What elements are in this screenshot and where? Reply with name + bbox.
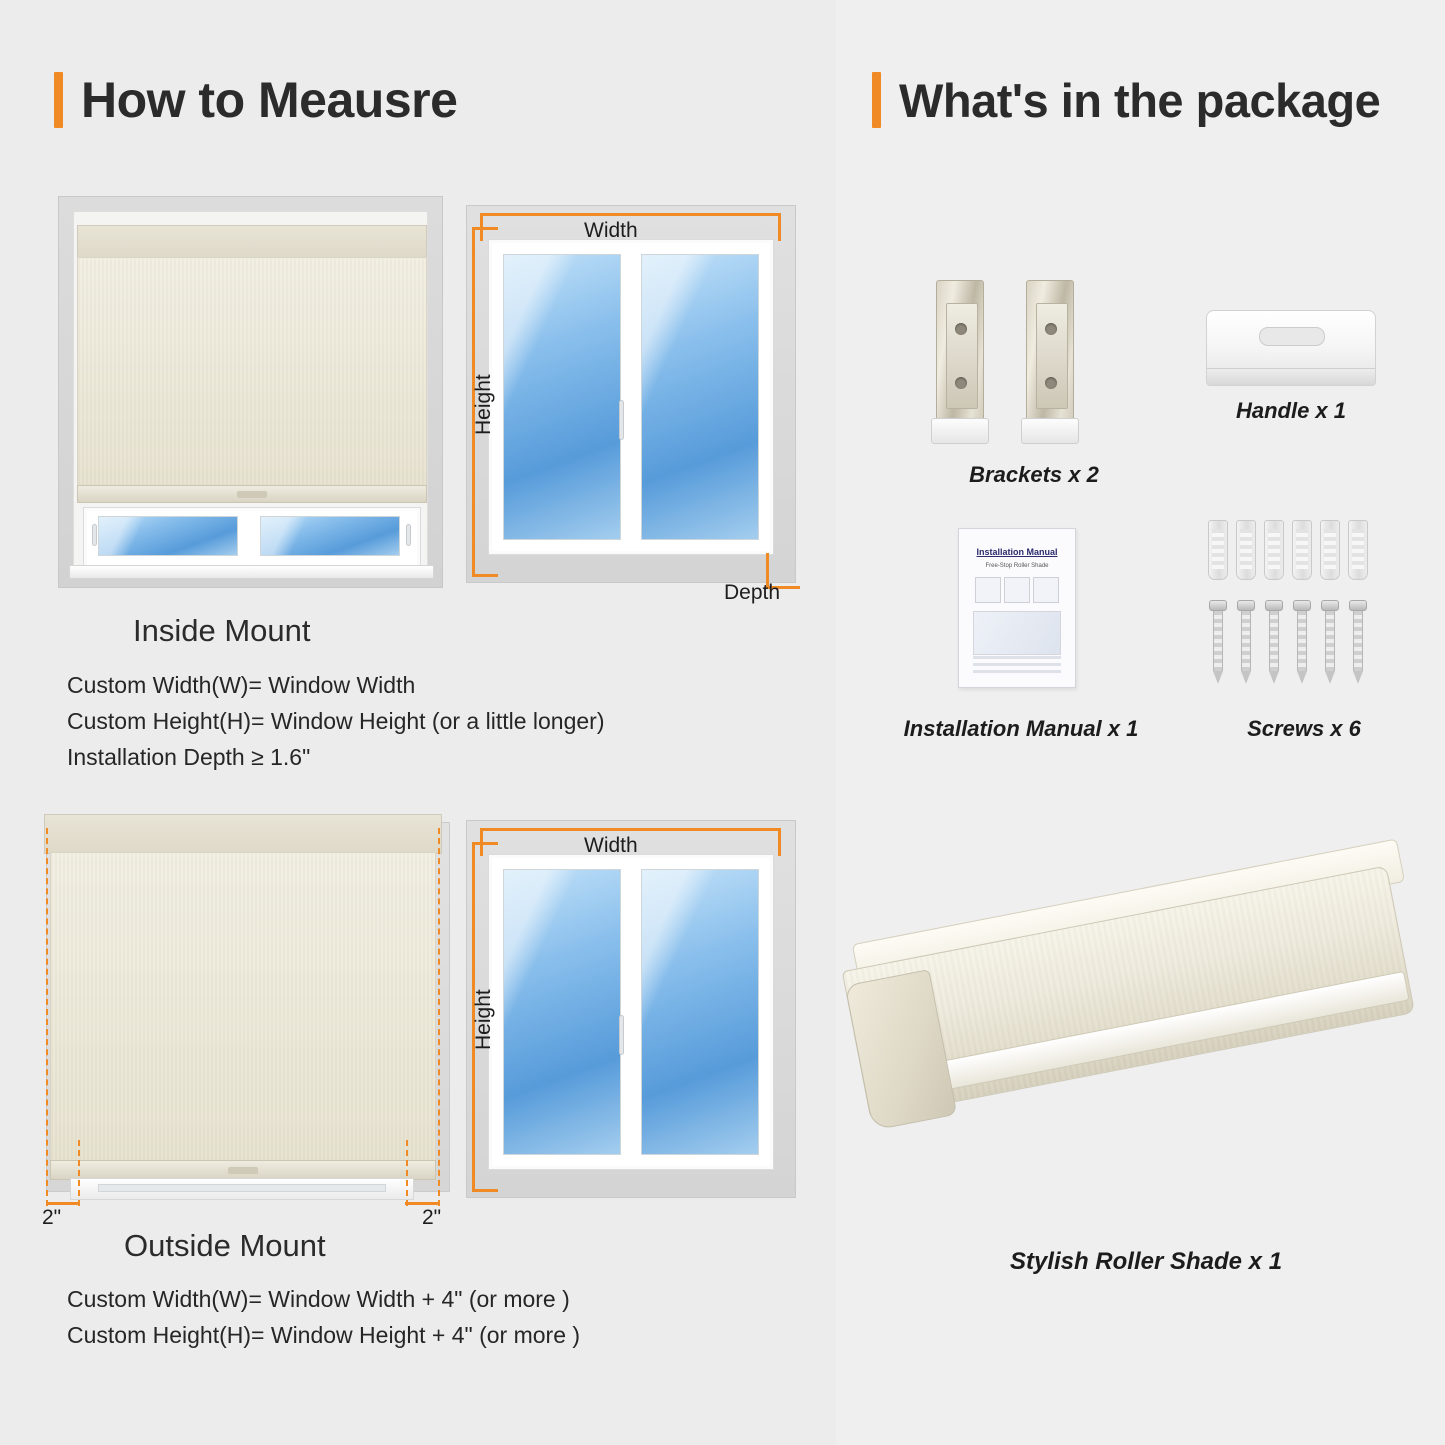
- width-dimension-line: [480, 828, 781, 831]
- window-glass-right: [641, 254, 759, 540]
- screw-icon-2: [1237, 600, 1255, 684]
- manual-illustration: [973, 611, 1061, 655]
- window-frame: [488, 239, 774, 555]
- window-mullion: [625, 861, 637, 1163]
- bracket-icon-2: [1026, 280, 1074, 430]
- outside-spec-2: Custom Height(H)= Window Height + 4" (or more ): [67, 1322, 581, 1348]
- outside-spec-1: Custom Width(W)= Window Width + 4" (or more ): [67, 1286, 570, 1312]
- width-dimension-line: [480, 213, 781, 216]
- wall-anchor-icon-6: [1348, 520, 1368, 580]
- pull-tab-icon: [237, 491, 267, 498]
- width-label: Width: [584, 834, 638, 857]
- pull-tab-icon: [228, 1167, 258, 1174]
- screws-group: [1204, 520, 1404, 700]
- how-to-measure-title: How to Meausre: [81, 72, 458, 128]
- manual-text-lines: [973, 656, 1061, 677]
- inside-spec-3: Installation Depth ≥ 1.6": [67, 744, 311, 770]
- screws-caption: Screws x 6: [1247, 716, 1361, 741]
- window-mullion: [625, 246, 637, 548]
- window-glass-left: [503, 254, 621, 540]
- overhang-dim-right: [405, 1202, 439, 1205]
- screw-icon-6: [1349, 600, 1367, 684]
- sill-edge: [98, 1184, 386, 1192]
- outside-mount-title: Outside Mount: [124, 1228, 326, 1263]
- bracket-base-1: [931, 418, 989, 444]
- shade-fabric: [50, 852, 436, 1162]
- depth-label: Depth: [724, 581, 781, 604]
- package-heading: [872, 72, 1380, 128]
- accent-bar-icon: [872, 72, 881, 128]
- height-tick-bottom: [472, 574, 498, 577]
- outside-mount-measure-diagram: [466, 820, 796, 1198]
- wall-anchor-icon-2: [1236, 520, 1256, 580]
- height-tick-top: [472, 227, 498, 230]
- window-handle-right-icon: [406, 524, 411, 546]
- window-glass-left: [98, 516, 238, 556]
- inside-spec-2: Custom Height(H)= Window Height (or a little longer): [67, 708, 605, 734]
- height-tick-bottom: [472, 1189, 498, 1192]
- window-handle-left-icon: [619, 400, 624, 440]
- wall-anchor-icon-5: [1320, 520, 1340, 580]
- window-handle-left-icon: [619, 1015, 624, 1055]
- window-edge-guide-left: [78, 1140, 80, 1206]
- height-label: Height: [472, 989, 495, 1050]
- inside-mount-illustration: [58, 196, 443, 588]
- overhang-dim-left: [46, 1202, 80, 1205]
- roller-shade-caption: Stylish Roller Shade x 1: [1009, 1248, 1283, 1275]
- overhang-guide-left: [46, 828, 48, 1206]
- wall-anchor-icon-4: [1292, 520, 1312, 580]
- inside-mount-measure-diagram: [466, 205, 796, 604]
- shade-bottom-rail: [50, 1160, 436, 1180]
- window-frame: [488, 854, 774, 1170]
- shade-headrail: [44, 814, 442, 854]
- package-title: What's in the package: [899, 73, 1381, 127]
- bracket-icon-1: [936, 280, 984, 430]
- handle-icon: [1206, 310, 1376, 386]
- window-edge-guide-right: [406, 1140, 408, 1206]
- width-tick-right: [778, 213, 781, 241]
- height-tick-top: [472, 842, 498, 845]
- window-glass-left: [503, 869, 621, 1155]
- inside-mount-title: Inside Mount: [133, 613, 311, 648]
- roller-shade-illustration: [856, 880, 1426, 1230]
- package-contents-panel: [836, 0, 1445, 1445]
- screw-icon-3: [1265, 600, 1283, 684]
- handle-caption: Handle x 1: [1235, 398, 1347, 423]
- manual-subtitle: Free-Stop Roller Shade: [985, 563, 1049, 569]
- shade-headrail: [77, 225, 427, 259]
- outside-mount-illustration: [40, 810, 450, 1229]
- manual-steps-row: [975, 577, 1059, 603]
- width-tick-right: [778, 828, 781, 856]
- screw-icon-1: [1209, 600, 1227, 684]
- screw-icon-5: [1321, 600, 1339, 684]
- manual-title: Installation Manual: [976, 547, 1058, 557]
- shade-bottom-rail: [77, 485, 427, 503]
- wall-anchor-icon-3: [1264, 520, 1284, 580]
- window-handle-left-icon: [92, 524, 97, 546]
- accent-bar-icon: [54, 72, 63, 128]
- brackets-caption: Brackets x 2: [969, 462, 1099, 487]
- window-sill: [69, 565, 434, 579]
- window-glass-right: [260, 516, 400, 556]
- installation-manual-icon: [958, 528, 1076, 688]
- installation-manual-caption: Installation Manual x 1: [903, 716, 1139, 741]
- window-glass-right: [641, 869, 759, 1155]
- wall-anchor-icon-1: [1208, 520, 1228, 580]
- screw-icon-4: [1293, 600, 1311, 684]
- width-label: Width: [584, 219, 638, 242]
- overhang-label-right: 2": [422, 1206, 442, 1229]
- overhang-guide-right: [438, 828, 440, 1206]
- height-label: Height: [472, 374, 495, 435]
- bracket-base-2: [1021, 418, 1079, 444]
- window-frame-lower: [83, 507, 421, 569]
- shade-fabric: [77, 257, 427, 487]
- brackets-group: [914, 270, 1114, 450]
- inside-spec-1: Custom Width(W)= Window Width: [67, 672, 416, 698]
- how-to-measure-heading: [54, 72, 457, 128]
- overhang-label-left: 2": [42, 1206, 62, 1229]
